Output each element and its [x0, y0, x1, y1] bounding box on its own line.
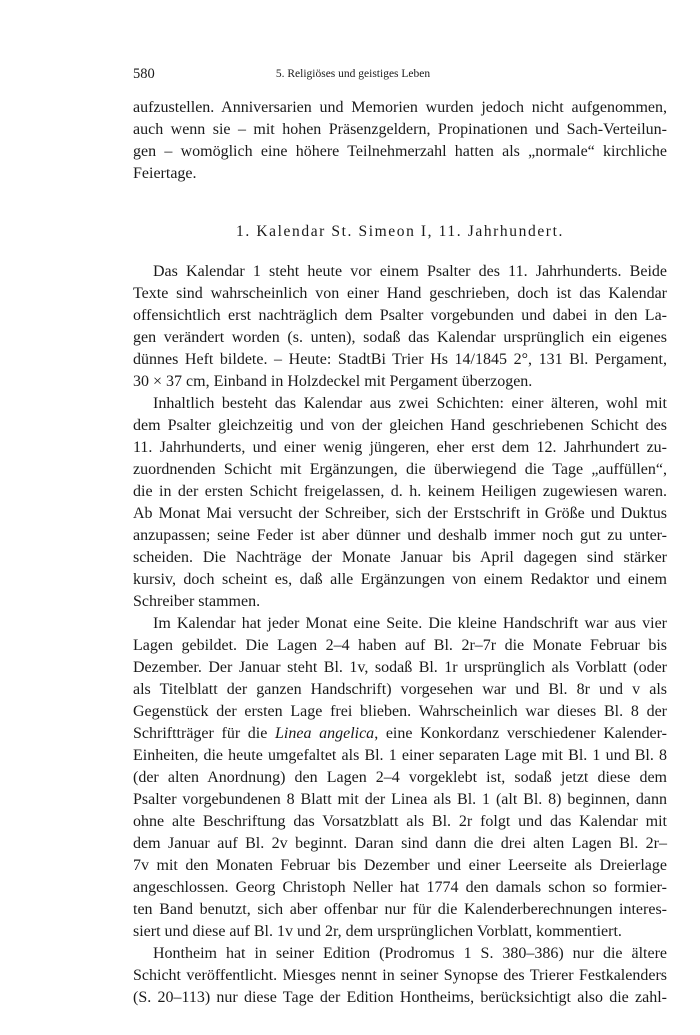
- page-header: [133, 66, 573, 84]
- text-line: Ab Monat Mai versucht der Schreiber, sich der Erstschrift in Größe und Duktus: [133, 505, 667, 522]
- text-line: auch wenn sie – mit hohen Präsenzgeldern, Propinationen und Sach-Verteilun-: [133, 121, 667, 138]
- text-line: 30 × 37 cm, Einband in Holzdeckel mit Pergament überzogen.: [133, 373, 533, 390]
- text-line: dem Januar auf Bl. 2v beginnt. Daran sind dann die drei alten Lagen Bl. 2r–: [133, 835, 667, 852]
- text-line: dünnes Heft bildete. – Heute: StadtBi Trier Hs 14/1845 2°, 131 Bl. Pergament,: [133, 351, 667, 368]
- text-line: siert und diese auf Bl. 1v und 2r, dem ursprünglichen Vorblatt, kommentiert.: [133, 923, 622, 940]
- text-line: Schicht veröffentlicht. Miesges nennt in seiner Synopse des Trierer Festkalenders: [133, 967, 667, 984]
- text-line: Hontheim hat in seiner Edition (Prodromus 1 S. 380–386) nur die ältere: [153, 945, 667, 962]
- text-line: ohne alte Beschriftung das Vorsatzblatt als Bl. 2r folgt und das Kalendar mit: [133, 813, 667, 830]
- text-line: angeschlossen. Georg Christoph Neller hat 1774 den damals schon so formier-: [133, 879, 667, 896]
- section-heading: 1. Kalendar St. Simeon I, 11. Jahrhundert.: [236, 223, 564, 240]
- text-line: aufzustellen. Anniversarien und Memorien wurden jedoch nicht aufgenommen,: [133, 99, 667, 116]
- text-line: Texte sind wahrscheinlich von einer Hand geschrieben, doch ist das Kalendar: [133, 285, 667, 302]
- text-line: kursiv, doch scheint es, daß alle Ergänzungen von einem Redaktor und einem: [133, 571, 667, 588]
- page-number: 580: [133, 66, 155, 82]
- text-line: offensichtlich erst nachträglich dem Psalter vorgebunden und dabei in den La-: [133, 307, 667, 324]
- text-line: Schreiber stammen.: [133, 593, 261, 610]
- text-line: Gegenstück der ersten Lage frei blieben. Wahrscheinlich war dieses Bl. 8 der: [133, 703, 667, 720]
- text-line: Dezember. Der Januar steht Bl. 1v, sodaß Bl. 1r ursprünglich als Vorblatt (oder: [133, 659, 667, 676]
- text-span: , eine Konkordanz verschiedener Kalender-: [374, 725, 667, 742]
- text-line: scheiden. Die Nachträge der Monate Januar bis April dagegen sind stärker: [133, 549, 667, 566]
- text-line: Inhaltlich besteht das Kalendar aus zwei Schichten: einer älteren, wohl mit: [153, 395, 667, 412]
- text-line: anzupassen; seine Feder ist aber dünner und deshalb immer noch gut zu unter-: [133, 527, 667, 544]
- text-line: gen verändert worden (s. unten), sodaß das Kalendar ursprünglich ein eigenes: [133, 329, 667, 346]
- text-line: Das Kalendar 1 steht heute vor einem Psalter des 11. Jahrhunderts. Beide: [153, 263, 667, 280]
- text-span: Schriftträger für die: [133, 725, 275, 742]
- text-line: (S. 20–113) nur diese Tage der Edition Hontheims, berücksichtigt also die zahl-: [133, 989, 667, 1006]
- text-line: zuordnenden Schicht mit Ergänzungen, die überwiegend die Tage „auffüllen“,: [133, 461, 667, 478]
- text-line: als Titelblatt der ganzen Handschrift) vorgesehen war und Bl. 8r und v als: [133, 681, 667, 698]
- text-line: (der alten Anordnung) den Lagen 2–4 vorgeklebt ist, sodaß jetzt diese dem: [133, 769, 667, 786]
- running-head: 5. Religiöses und geistiges Leben: [275, 68, 431, 80]
- text-line: Psalter vorgebundenen 8 Blatt mit der Linea als Bl. 1 (alt Bl. 8) beginnen, dann: [133, 791, 667, 808]
- text-line: [133, 723, 667, 745]
- text-line: 11. Jahrhunderts, und einer wenig jüngeren, eher erst dem 12. Jahrhundert zu-: [133, 439, 667, 456]
- text-line: Einheiten, die heute umgefaltet als Bl. 1 einer separaten Lage mit Bl. 1 und Bl. 8: [133, 747, 667, 764]
- text-line: Feiertage.: [133, 165, 197, 182]
- text-line: Im Kalendar hat jeder Monat eine Seite. Die kleine Handschrift war aus vier: [153, 615, 667, 632]
- italic-term: Linea angelica: [275, 725, 375, 742]
- text-line: 7v mit den Monaten Februar bis Dezember und einer Leerseite als Dreierlage: [133, 857, 667, 874]
- text-line: Lagen gebildet. Die Lagen 2–4 haben auf Bl. 2r–7r die Monate Februar bis: [133, 637, 667, 654]
- text-line: gen – womöglich eine höhere Teilnehmerzahl hatten als „normale“ kirchliche: [133, 143, 667, 160]
- text-line: ten Band benutzt, sich aber offenbar nur für die Kalenderberechnungen interes-: [133, 901, 667, 918]
- text-line: die in der ersten Schicht freigelassen, d. h. keinem Heiligen zugewiesen waren.: [133, 483, 667, 500]
- text-line: dem Psalter gleichzeitig und von der gleichen Hand geschriebenen Schicht des: [133, 417, 667, 434]
